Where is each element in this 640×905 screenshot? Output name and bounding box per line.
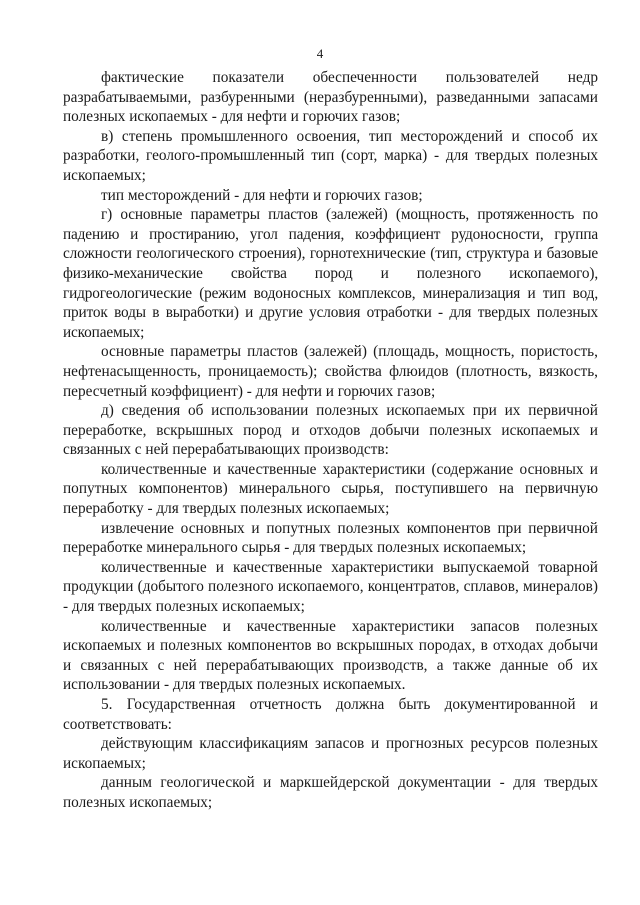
paragraph-item-g: г) основные параметры пластов (залежей) (мощность, протяженность по падению и простиранию, угол падения, коэффициент рудоносности, группа сложности геологического строения), горнотехнические (тип, структура и базовые физико-механические свойства пород и полезного ископаемого), гидрогеологические (режим водоносных комплексов, минерализация и тип вод, приток воды в выработки) и другие условия отработки - для твердых полезных ископаемых; [63,206,598,341]
paragraph-item-d: д) сведения об использовании полезных ископаемых при их первичной переработке, вскрышных пород и отходов добычи полезных ископаемых и связанных с ней перерабатывающих производств: [63,402,598,459]
document-body [63,68,598,813]
paragraph-item-v: в) степень промышленного освоения, тип месторождений и способ их разработки, геолого-промышленный тип (сорт, марка) - для твердых полезных ископаемых; [63,127,598,184]
paragraph-item-5: 5. Государственная отчетность должна быть документированной и соответствовать: [63,696,598,733]
paragraph-deposit-type: тип месторождений - для нефти и горючих газов; [101,186,423,204]
paragraph-reserves-characteristics: количественные и качественные характеристики запасов полезных ископаемых и полезных компонентов во вскрышных породах, в отходах добычи и связанных с ней перерабатывающих производств, а также данные об их использовании - для твердых полезных ископаемых. [63,617,598,694]
paragraph-product-characteristics: количественные и качественные характеристики выпускаемой товарной продукции (добытого полезного ископаемого, концентратов, сплавов, минералов) - для твердых полезных ископаемых; [63,558,598,616]
paragraph-extraction: извлечение основных и попутных полезных компонентов при первичной переработке минерального сырья - для твердых полезных ископаемых; [63,519,598,557]
paragraph-documentation: данным геологической и маркшейдерской документации - для твердых полезных ископаемых; [63,774,598,811]
page-number: 4 [316,46,324,61]
paragraph-reservoir-parameters: основные параметры пластов (залежей) (площадь, мощность, пористость, нефтенасыщенность, проницаемость); свойства флюидов (плотность, вязкость, пересчетный коэффициент) - для нефти и горючих газов; [63,343,598,400]
paragraph-classifications: действующим классификациям запасов и прогнозных ресурсов полезных ископаемых; [63,735,598,772]
paragraph-indicators-oil-gas: фактические показатели обеспеченности пользователей недр разрабатываемыми, разбуренными (неразбуренными), разведанными запасами полезных ископаемых - для нефти и горючих газов; [63,69,598,126]
paragraph-raw-material-characteristics: количественные и качественные характеристики (содержание основных и попутных компонентов) минерального сырья, поступившего на первичную переработку - для твердых полезных ископаемых; [63,460,598,518]
